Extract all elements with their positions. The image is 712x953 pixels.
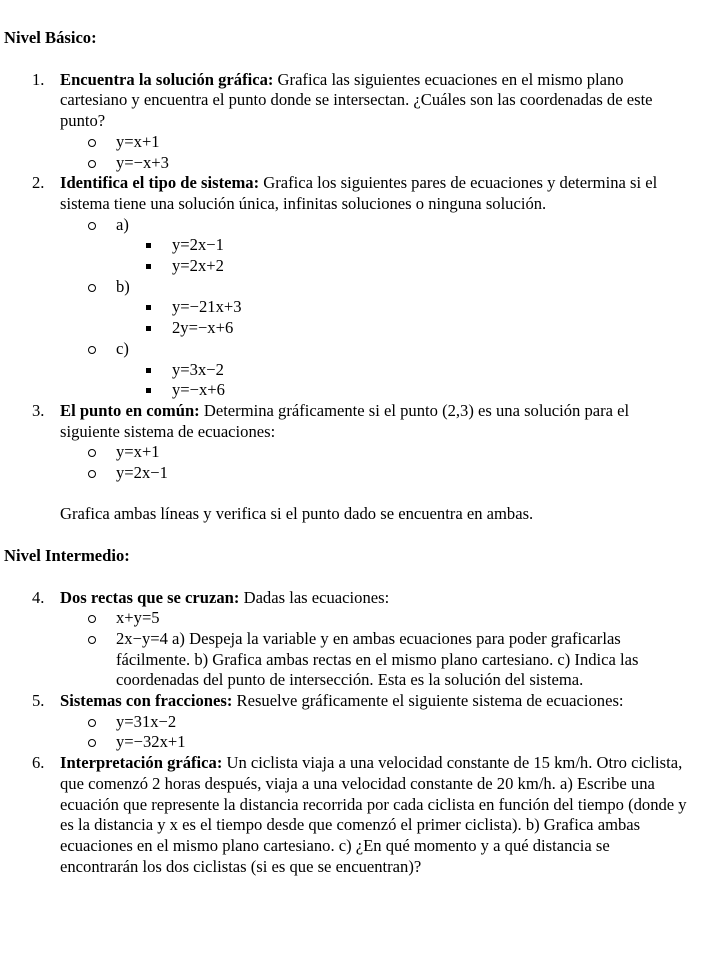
equation-list — [116, 297, 690, 338]
equation-text: y=−x+3 — [116, 152, 169, 172]
spacer — [4, 525, 712, 546]
item-number: 1. — [32, 69, 45, 89]
spacer — [4, 49, 712, 70]
equation-item — [116, 235, 690, 256]
equation-list — [116, 360, 690, 401]
equation-item — [116, 380, 690, 401]
equation-item — [116, 256, 690, 277]
equation-text: x+y=5 — [116, 608, 160, 628]
equation-text: y=−21x+3 — [172, 297, 242, 317]
circle-bullet-icon — [88, 284, 96, 292]
equation-item — [60, 712, 690, 733]
group-label: c) — [116, 338, 129, 358]
equation-text: y=31x−2 — [116, 711, 177, 731]
exercise-item — [4, 173, 690, 401]
equation-list — [60, 712, 690, 753]
item-number: 5. — [32, 691, 45, 711]
circle-bullet-icon — [88, 615, 96, 623]
item-text: Un ciclista viaja a una velocidad constante de 15 km/h. Otro ciclista, que comenzó 2 horas después, viaja a una velocidad constante de 20 km/h. a) Escribe una ecuación que represente la distancia recorrida por cada ciclista en función del tiempo (donde y es la distancia y x es el tiempo desde que comenzó el primer ciclista). b) Grafica ambas ecuaciones en el mismo plano cartesiano. c) ¿En qué momento y a qué distancia se encontrarán los dos ciclistas (si es que se encuentran)? — [60, 753, 687, 876]
item-text: Grafica los siguientes pares de ecuaciones y determina si el sistema tiene una solución única, infinitas soluciones o ninguna solución. — [60, 173, 658, 213]
exercise-item — [4, 691, 690, 753]
exercise-item — [4, 753, 690, 877]
group-item — [60, 339, 690, 401]
equation-list — [60, 132, 690, 173]
group-label: a) — [116, 214, 129, 234]
square-bullet-icon — [146, 326, 151, 331]
item-lead: Interpretación gráfica: — [60, 753, 223, 773]
group-item — [60, 215, 690, 277]
equation-text: y=−x+6 — [172, 380, 225, 400]
equation-item — [60, 608, 690, 629]
equation-item — [60, 442, 690, 463]
circle-bullet-icon — [88, 739, 96, 747]
equation-text: y=2x−1 — [116, 463, 168, 483]
equation-item — [116, 360, 690, 381]
exercise-list-basic — [4, 70, 712, 525]
equation-item — [116, 318, 690, 339]
equation-item — [60, 463, 690, 484]
item-lead: El punto en común: — [60, 400, 200, 420]
circle-bullet-icon — [88, 449, 96, 457]
item-text: Determina gráficamente si el punto (2,3) es una solución para el siguiente sistema de ecuaciones: — [60, 400, 630, 441]
equation-text: y=3x−2 — [172, 359, 224, 379]
equation-text: 2x−y=4 a) Despeja la variable y en ambas ecuaciones para poder graficarlas fácilmente. b) Grafica ambas rectas en el mismo plano cartesiano. c) Indica las coordenadas del punto de intersección. Esta es la solución del sistema. — [116, 628, 639, 690]
equation-text: y=x+1 — [116, 442, 160, 462]
item-note: Grafica ambas líneas y verifica si el punto dado se encuentra en ambas. — [60, 504, 534, 524]
equation-text: y=2x+2 — [172, 256, 224, 276]
square-bullet-icon — [146, 388, 151, 393]
item-number: 6. — [32, 753, 45, 773]
group-item — [60, 277, 690, 339]
spacer — [4, 567, 712, 588]
exercise-item — [4, 70, 690, 174]
circle-bullet-icon — [88, 139, 96, 147]
equation-list — [60, 608, 690, 691]
equation-text: y=x+1 — [116, 131, 160, 151]
equation-item — [60, 629, 690, 691]
square-bullet-icon — [146, 243, 151, 248]
equation-text: 2y=−x+6 — [172, 318, 234, 338]
group-list — [60, 215, 690, 401]
square-bullet-icon — [146, 264, 151, 269]
circle-bullet-icon — [88, 636, 96, 644]
spacer — [60, 484, 690, 505]
group-label: b) — [116, 276, 130, 296]
exercise-item — [4, 588, 690, 692]
equation-item — [60, 732, 690, 753]
item-number: 3. — [32, 400, 45, 420]
item-lead: Sistemas con fracciones: — [60, 691, 233, 711]
item-lead: Dos rectas que se cruzan: — [60, 587, 240, 607]
circle-bullet-icon — [88, 346, 96, 354]
item-text: Resuelve gráficamente el siguiente sistema de ecuaciones: — [232, 691, 624, 711]
item-number: 2. — [32, 173, 45, 193]
equation-text: y=−32x+1 — [116, 732, 186, 752]
circle-bullet-icon — [88, 222, 96, 230]
section-title-intermediate: Nivel Intermedio: — [4, 545, 130, 565]
equation-text: y=2x−1 — [172, 235, 224, 255]
item-lead: Identifica el tipo de sistema: — [60, 173, 260, 193]
exercise-list-intermediate — [4, 588, 712, 878]
circle-bullet-icon — [88, 470, 96, 478]
equation-list — [60, 442, 690, 483]
square-bullet-icon — [146, 368, 151, 373]
equation-item — [60, 153, 690, 174]
equation-list — [116, 235, 690, 276]
equation-item — [60, 132, 690, 153]
square-bullet-icon — [146, 305, 151, 310]
circle-bullet-icon — [88, 160, 96, 168]
item-text: Dadas las ecuaciones: — [239, 587, 390, 607]
circle-bullet-icon — [88, 719, 96, 727]
exercise-item — [4, 401, 690, 525]
equation-item — [116, 297, 690, 318]
section-title-basic: Nivel Básico: — [4, 28, 97, 47]
item-number: 4. — [32, 587, 45, 607]
item-text: Grafica las siguientes ecuaciones en el mismo plano cartesiano y encuentra el punto donde se intersectan. ¿Cuáles son las coordenadas de este punto? — [60, 69, 653, 131]
item-lead: Encuentra la solución gráfica: — [60, 69, 274, 89]
